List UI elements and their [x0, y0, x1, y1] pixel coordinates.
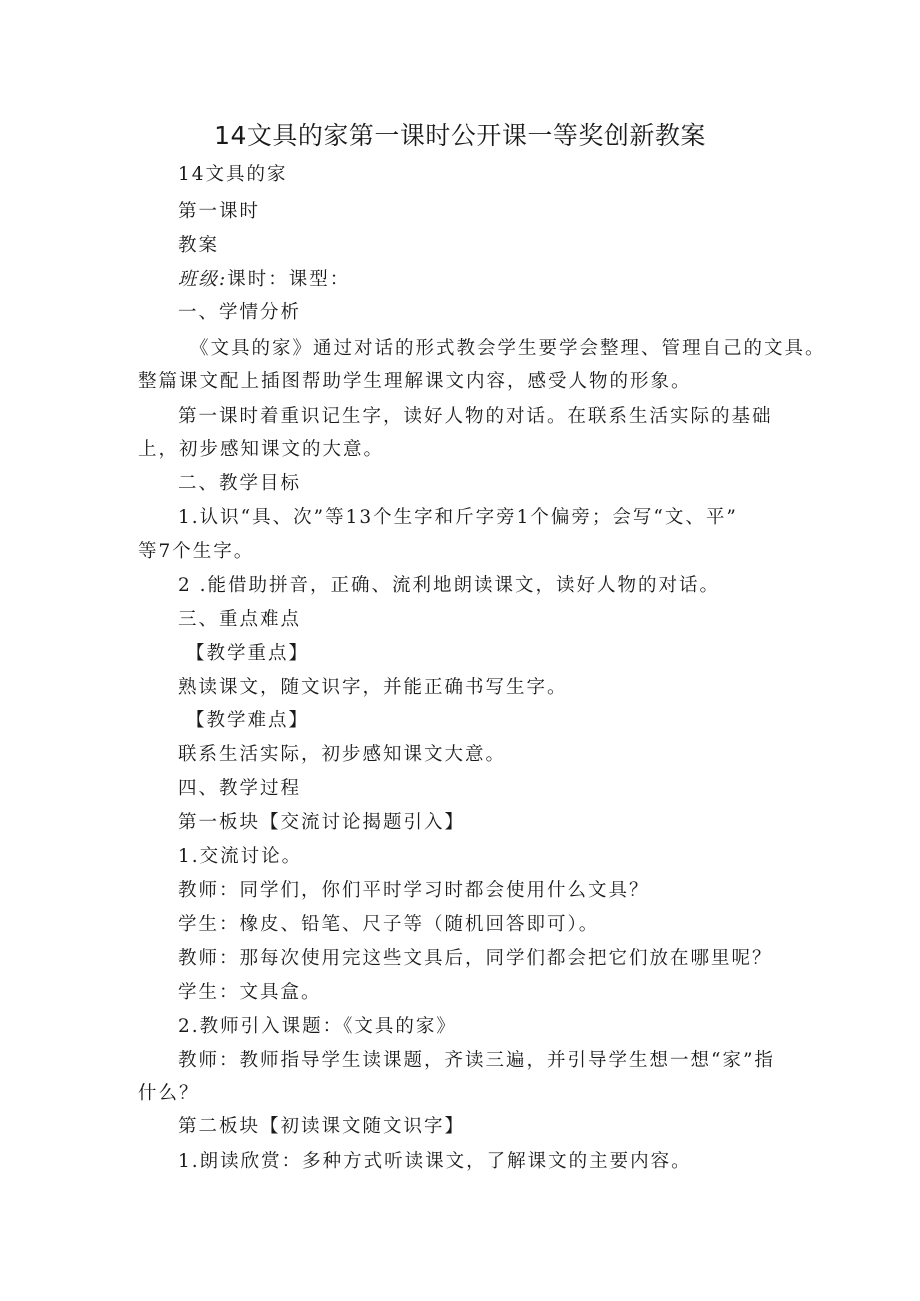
paragraph-line: 第一课时着重识记生字，读好人物的对话。在联系生活实际的基础 — [178, 406, 773, 427]
dialogue-line: 学生：文具盒。 — [178, 982, 322, 1003]
document-title: 14文具的家第一课时公开课一等奖创新教案 — [214, 121, 706, 150]
dialogue-line: 教师：教师指导学生读课题，齐读三遍，并引导学生想一想“家”指 — [178, 1050, 775, 1071]
paragraph-line: 上，初步感知课文的大意。 — [138, 439, 385, 460]
section-heading-analysis: 一、学情分析 — [178, 302, 302, 323]
subheading-difficulty: 【教学难点】 — [186, 710, 310, 731]
section-heading-goals: 二、教学目标 — [178, 473, 302, 494]
section-heading-process: 四、教学过程 — [178, 778, 302, 799]
class-info-line — [178, 267, 350, 293]
step-item: 2.教师引入课题：《文具的家》 — [178, 1016, 457, 1037]
step-item: 1.朗读欣赏：多种方式听读课文，了解课文的主要内容。 — [178, 1151, 692, 1172]
subheading-key-focus: 【教学重点】 — [186, 643, 310, 664]
goal-item-1: 1.认识“具、次”等13个生字和斤字旁1个偏旁；会写“文、平” — [178, 507, 738, 528]
dialogue-line: 教师：那每次使用完这些文具后，同学们都会把它们放在哪里呢？ — [178, 948, 773, 969]
dialogue-line: 教师：同学们，你们平时学习时都会使用什么文具？ — [178, 880, 650, 901]
class-label: 班级: — [178, 269, 228, 290]
block-heading-2: 第二板块【初读课文随文识字】 — [178, 1116, 466, 1137]
lesson-period: 第一课时 — [178, 201, 261, 222]
block-heading-1: 第一板块【交流讨论揭题引入】 — [178, 812, 466, 833]
lesson-heading: 14文具的家 — [178, 164, 288, 185]
dialogue-line-cont: 什么？ — [138, 1083, 200, 1104]
doc-type-label: 教案 — [178, 235, 220, 256]
step-item: 1.交流讨论。 — [178, 846, 303, 867]
goal-item-2: 2 .能借助拼音，正确、流利地朗读课文，读好人物的对话。 — [178, 575, 721, 596]
paragraph-line: 熟读课文，随文识字，并能正确书写生字。 — [178, 677, 568, 698]
dialogue-line: 学生：橡皮、铅笔、尺子等（随机回答即可）。 — [178, 914, 600, 935]
paragraph-line: 整篇课文配上插图帮助学生理解课文内容，感受人物的形象。 — [138, 371, 692, 392]
paragraph-line: 联系生活实际，初步感知课文大意。 — [178, 744, 507, 765]
goal-item-1-cont: 等7个生字。 — [138, 541, 255, 562]
paragraph-line: 《文具的家》通过对话的形式教会学生要学会整理、管理自己的文具。 — [190, 338, 826, 359]
period-type-label: 课时：课型： — [227, 269, 351, 290]
section-heading-key-points: 三、重点难点 — [178, 609, 302, 630]
